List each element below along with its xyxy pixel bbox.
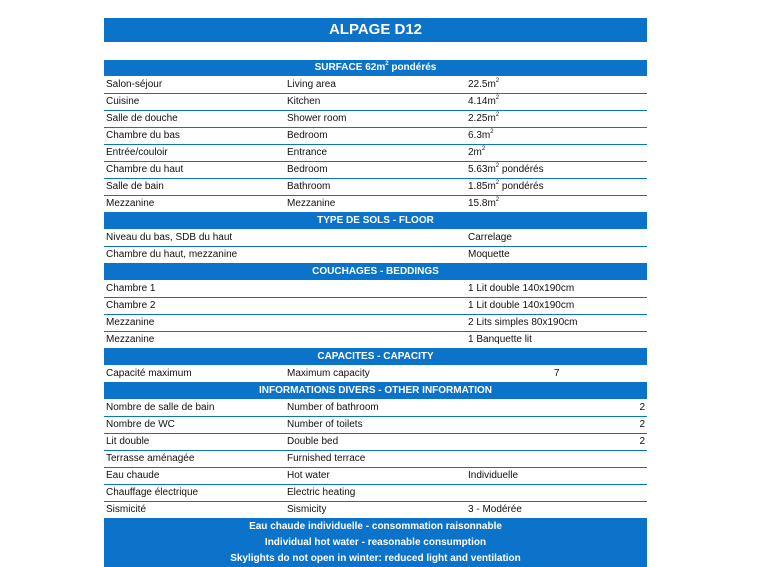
room-area (468, 77, 499, 93)
info-label-fr: Nombre de salle de bain (106, 402, 215, 413)
table-row (104, 281, 647, 298)
info-value: Individuelle (468, 470, 519, 481)
footer-notes (104, 519, 647, 567)
floor-location: Niveau du bas, SDB du haut (106, 232, 233, 243)
room-area-unit-sup: 2 (495, 78, 500, 84)
floor-header: TYPE DE SOLS - FLOOR (104, 213, 647, 230)
table-row (104, 434, 647, 451)
table-row (104, 196, 647, 213)
floor-type: Moquette (468, 249, 510, 260)
room-area (468, 145, 485, 161)
table-row (104, 111, 647, 128)
table-row (104, 485, 647, 502)
room-area (468, 128, 494, 144)
floor-rows (104, 230, 647, 264)
room-area-value: 6.3m (468, 130, 491, 141)
info-count: 2 (639, 419, 645, 430)
room-name-en: Bedroom (287, 164, 328, 175)
room-name-fr: Chambre du haut (106, 164, 184, 175)
room-name-en: Bathroom (287, 181, 331, 192)
title-spacer (104, 42, 647, 60)
surface-header-sup: 2 (385, 61, 389, 67)
info-count: 2 (639, 436, 645, 447)
room-name-fr: Salon-séjour (106, 79, 163, 90)
room-area (468, 196, 499, 212)
footer-note: Skylights do not open in winter: reduced light and ventilation (230, 553, 521, 564)
room-name-en: Entrance (287, 147, 328, 158)
surface-header-prefix: SURFACE 62m (314, 62, 386, 73)
room-name-fr: Mezzanine (106, 198, 155, 209)
bed-room: Mezzanine (106, 334, 155, 345)
footer-note: Eau chaude individuelle - consommation raisonnable (249, 521, 502, 532)
property-title: ALPAGE D12 (104, 18, 647, 42)
room-area-value: 15.8m (468, 198, 496, 209)
table-row (104, 128, 647, 145)
room-area-unit-sup: 2 (481, 146, 486, 152)
bed-description: 1 Lit double 140x190cm (468, 300, 575, 311)
room-area (468, 94, 499, 110)
room-area-value: 2m (468, 147, 482, 158)
info-label-fr: Lit double (106, 436, 150, 447)
table-row (104, 230, 647, 247)
room-name-fr: Entrée/couloir (106, 147, 168, 158)
info-label-en: Sismicity (287, 504, 327, 515)
footer-note: Individual hot water - reasonable consumption (264, 537, 487, 548)
room-area (468, 179, 544, 195)
table-row (104, 332, 647, 349)
bed-description: 2 Lits simples 80x190cm (468, 317, 578, 328)
room-area-value: 22.5m (468, 79, 496, 90)
room-name-en: Kitchen (287, 96, 321, 107)
info-label-en: Number of bathroom (287, 402, 379, 413)
capacity-label-fr: Capacité maximum (106, 368, 192, 379)
bed-room: Chambre 2 (106, 300, 156, 311)
room-name-en: Shower room (287, 113, 347, 124)
table-row (104, 315, 647, 332)
info-count: 2 (639, 402, 645, 413)
room-area-unit-sup: 2 (495, 163, 500, 169)
room-area-suffix: pondérés (499, 164, 544, 175)
room-area-suffix: pondérés (499, 181, 544, 192)
table-row (104, 502, 647, 519)
table-row (104, 451, 647, 468)
table-row (104, 145, 647, 162)
table-row (104, 400, 647, 417)
room-area (468, 162, 544, 178)
room-area-unit-sup: 2 (495, 197, 500, 203)
room-area-unit-sup: 2 (495, 95, 500, 101)
capacity-row (104, 366, 647, 383)
info-label-fr: Terrasse aménagée (106, 453, 195, 464)
info-header: INFORMATIONS DIVERS - OTHER INFORMATION (104, 383, 647, 400)
bed-room: Chambre 1 (106, 283, 156, 294)
table-row (104, 298, 647, 315)
bed-room: Mezzanine (106, 317, 155, 328)
room-name-en: Bedroom (287, 130, 328, 141)
table-row (104, 94, 647, 111)
surface-header-suffix: pondérés (388, 62, 437, 73)
room-area-unit-sup: 2 (490, 129, 494, 135)
room-name-en: Living area (287, 79, 336, 90)
capacity-label-en: Maximum capacity (287, 368, 370, 379)
info-label-fr: Sismicité (106, 504, 147, 515)
beds-header: COUCHAGES - BEDDINGS (104, 264, 647, 281)
room-name-en: Mezzanine (287, 198, 336, 209)
room-name-fr: Salle de bain (106, 181, 164, 192)
floor-type: Carrelage (468, 232, 512, 243)
table-row (104, 468, 647, 485)
info-label-en: Electric heating (287, 487, 356, 498)
bed-description: 1 Lit double 140x190cm (468, 283, 575, 294)
property-sheet (104, 18, 647, 567)
surface-header (104, 60, 647, 77)
info-label-fr: Eau chaude (106, 470, 160, 481)
capacity-value: 7 (554, 368, 560, 379)
info-label-fr: Nombre de WC (106, 419, 175, 430)
info-label-en: Number of toilets (287, 419, 363, 430)
table-row (104, 162, 647, 179)
table-row (104, 247, 647, 264)
room-name-fr: Cuisine (106, 96, 140, 107)
info-label-fr: Chauffage électrique (106, 487, 199, 498)
room-name-fr: Salle de douche (106, 113, 178, 124)
room-area-unit-sup: 2 (495, 180, 500, 186)
table-row (104, 77, 647, 94)
capacity-header: CAPACITES - CAPACITY (104, 349, 647, 366)
room-area-value: 2.25m (468, 113, 496, 124)
surface-rows (104, 77, 647, 213)
beds-rows (104, 281, 647, 349)
floor-location: Chambre du haut, mezzanine (106, 249, 238, 260)
info-value: 3 - Modérée (468, 504, 522, 515)
info-label-en: Furnished terrace (287, 453, 366, 464)
room-area-value: 4.14m (468, 96, 496, 107)
bed-description: 1 Banquette lit (468, 334, 532, 345)
info-label-en: Hot water (287, 470, 330, 481)
room-area-value: 5.63m (468, 164, 496, 175)
table-row (104, 179, 647, 196)
table-row (104, 417, 647, 434)
info-label-en: Double bed (287, 436, 339, 447)
room-area-unit-sup: 2 (495, 112, 500, 118)
info-rows (104, 400, 647, 519)
room-name-fr: Chambre du bas (106, 130, 180, 141)
room-area (468, 111, 499, 127)
room-area-value: 1.85m (468, 181, 496, 192)
